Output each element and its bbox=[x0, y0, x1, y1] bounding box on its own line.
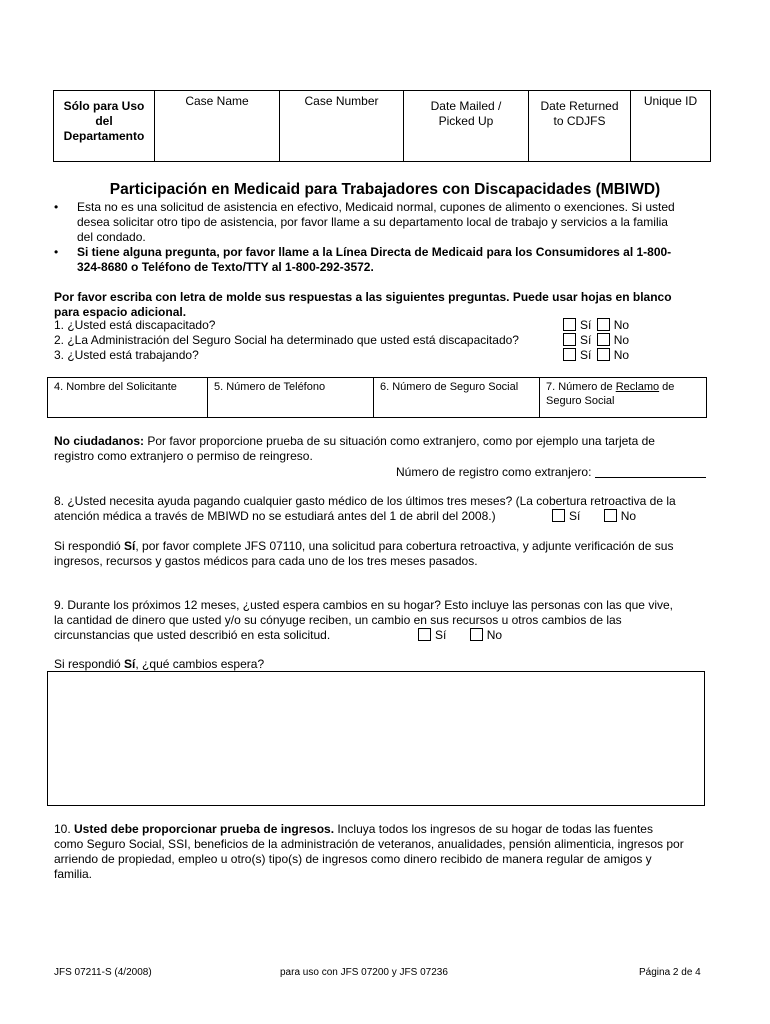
question-10-text: familia. bbox=[54, 867, 93, 881]
bullet-2-line: 324-8680 o Teléfono de Texto/TTY al 1-800-292-3572. bbox=[77, 260, 374, 274]
question-9-line: la cantidad de dinero que usted y/o su cónyuge reciben, un cambio en sus recursos u otros cambios de las bbox=[54, 613, 622, 627]
no-label: No bbox=[613, 348, 630, 362]
q8-followup-bold: Sí bbox=[124, 539, 136, 553]
ssn-label: 6. Número de Seguro Social bbox=[380, 381, 519, 393]
q3-options bbox=[563, 348, 629, 363]
dept-label-line: Sólo para Uso bbox=[63, 99, 145, 113]
question-10-text: como Seguro Social, SSI, beneficios de la administración de veteranos, anualidades, pensión alimenticia, ingresos por bbox=[54, 837, 684, 851]
unique-id-label: Unique ID bbox=[643, 94, 698, 108]
footer-usage: para uso con JFS 07200 y JFS 07236 bbox=[280, 967, 448, 978]
yes-label: Sí bbox=[580, 348, 592, 362]
dept-use-label bbox=[54, 91, 155, 161]
date-mailed-label: Date Mailed / bbox=[430, 99, 502, 113]
footer-page-number: Página 2 de 4 bbox=[639, 967, 701, 978]
applicant-name-field[interactable] bbox=[48, 378, 208, 417]
no-label: No bbox=[620, 509, 637, 523]
q8-followup-text: ingresos, recursos y gastos médicos para cada uno de los tres meses pasados. bbox=[54, 554, 478, 568]
alien-registration-input[interactable] bbox=[595, 465, 706, 478]
question-10-text: Incluya todos los ingresos de su hogar de todas las fuentes bbox=[334, 822, 653, 836]
non-citizens-text: Por favor proporcione prueba de su situación como extranjero, como por ejemplo una tarjeta de bbox=[144, 434, 655, 448]
unique-id-cell[interactable] bbox=[631, 91, 710, 161]
claim-number-label: Seguro Social bbox=[546, 395, 615, 407]
q3-no-checkbox[interactable] bbox=[597, 348, 610, 361]
bullet-dot: • bbox=[54, 200, 59, 214]
case-name-label: Case Name bbox=[185, 94, 249, 108]
bullet-1-line: del condado. bbox=[77, 230, 146, 244]
q9-yes-checkbox[interactable] bbox=[418, 628, 431, 641]
bullet-2 bbox=[54, 245, 717, 275]
date-returned-label: Date Returned bbox=[540, 99, 619, 113]
question-10-bold: Usted debe proporcionar prueba de ingresos. bbox=[74, 822, 335, 836]
question-9 bbox=[54, 598, 724, 643]
q2-options bbox=[563, 333, 629, 348]
q1-options bbox=[563, 318, 629, 333]
bullet-1 bbox=[54, 200, 717, 245]
q8-no-checkbox[interactable] bbox=[604, 509, 617, 522]
q8-followup-text: , por favor complete JFS 07110, una solicitud para cobertura retroactiva, y adjunte verificación de sus bbox=[135, 539, 674, 553]
date-returned-label: to CDJFS bbox=[553, 114, 606, 128]
q9-followup-bold: Sí bbox=[124, 657, 136, 671]
q8-options bbox=[552, 509, 636, 524]
question-10-text: arriendo de propiedad, empleo u otro(s) tipo(s) de ingresos como dinero recibido de manera regular de amigos y bbox=[54, 852, 652, 866]
no-label: No bbox=[613, 318, 630, 332]
q9-followup-text: , ¿qué cambios espera? bbox=[135, 657, 265, 671]
applicant-fields-table bbox=[47, 377, 707, 418]
ssn-field[interactable] bbox=[374, 378, 540, 417]
date-mailed-label: Picked Up bbox=[438, 114, 494, 128]
bullet-1-line: Esta no es una solicitud de asistencia en efectivo, Medicaid normal, cupones de alimento o exenciones. Si usted bbox=[77, 200, 675, 214]
question-9-line: 9. Durante los próximos 12 meses, ¿usted espera cambios en su hogar? Esto incluye las personas con las que vive, bbox=[54, 598, 673, 612]
q8-followup bbox=[54, 539, 724, 569]
q9-no-checkbox[interactable] bbox=[470, 628, 483, 641]
yes-label: Sí bbox=[580, 318, 592, 332]
no-label: No bbox=[613, 333, 630, 347]
bullet-2-line: Si tiene alguna pregunta, por favor llame a la Línea Directa de Medicaid para los Consumidores al 1-800- bbox=[77, 245, 672, 259]
applicant-name-label: 4. Nombre del Solicitante bbox=[54, 381, 177, 393]
non-citizens-label: No ciudadanos: bbox=[54, 434, 145, 448]
question-1: 1. ¿Usted está discapacitado? bbox=[54, 318, 216, 332]
instructions-line: Por favor escriba con letra de molde sus respuestas a las siguientes preguntas. Puede usar hojas en blanco bbox=[54, 290, 672, 304]
question-10 bbox=[54, 822, 734, 882]
bullet-dot: • bbox=[54, 245, 59, 259]
question-2: 2. ¿La Administración del Seguro Social ha determinado que usted está discapacitado? bbox=[54, 333, 519, 347]
q9-followup-text: Si respondió bbox=[54, 657, 125, 671]
instructions bbox=[54, 290, 714, 320]
phone-number-field[interactable] bbox=[208, 378, 374, 417]
date-mailed-cell[interactable] bbox=[404, 91, 529, 161]
question-3: 3. ¿Usted está trabajando? bbox=[54, 348, 199, 362]
non-citizens-section bbox=[54, 434, 724, 464]
alien-registration-row bbox=[396, 465, 706, 480]
question-8-line: atención médica a través de MBIWD no se estudiará antes del 1 de abril del 2008.) bbox=[54, 509, 496, 523]
office-use-table bbox=[53, 90, 711, 162]
footer-form-id: JFS 07211-S (4/2008) bbox=[54, 967, 152, 978]
phone-number-label: 5. Número de Teléfono bbox=[214, 381, 326, 393]
question-10-number: 10. bbox=[54, 822, 75, 836]
date-returned-cell[interactable] bbox=[529, 91, 631, 161]
q9-options bbox=[418, 628, 502, 643]
no-label: No bbox=[486, 628, 503, 642]
page-title: Participación en Medicaid para Trabajadores con Discapacidades (MBIWD) bbox=[109, 181, 661, 198]
instructions-line: para espacio adicional. bbox=[54, 305, 187, 319]
dept-label-line: Departamento bbox=[63, 129, 145, 143]
yes-label: Sí bbox=[580, 333, 592, 347]
claim-number-label: de bbox=[659, 381, 675, 393]
q2-yes-checkbox[interactable] bbox=[563, 333, 576, 346]
case-number-label: Case Number bbox=[304, 94, 379, 108]
q1-no-checkbox[interactable] bbox=[597, 318, 610, 331]
q2-no-checkbox[interactable] bbox=[597, 333, 610, 346]
claim-number-label: 7. Número de bbox=[546, 381, 616, 393]
non-citizens-text: registro como extranjero o permiso de reingreso. bbox=[54, 449, 313, 463]
question-9-line: circunstancias que usted describió en esta solicitud. bbox=[54, 628, 331, 642]
q3-yes-checkbox[interactable] bbox=[563, 348, 576, 361]
bullet-1-line: desea solicitar otro tipo de asistencia, por favor llame a su departamento local de trabajo y servicios a la familia bbox=[77, 215, 668, 229]
case-number-cell[interactable] bbox=[280, 91, 404, 161]
q1-yes-checkbox[interactable] bbox=[563, 318, 576, 331]
expected-changes-textarea[interactable] bbox=[47, 671, 705, 806]
q8-yes-checkbox[interactable] bbox=[552, 509, 565, 522]
alien-registration-label: Número de registro como extranjero: bbox=[396, 465, 592, 479]
claim-number-label-underlined: Reclamo bbox=[615, 381, 660, 393]
yes-label: Sí bbox=[435, 628, 447, 642]
q8-followup-text: Si respondió bbox=[54, 539, 125, 553]
q9-followup bbox=[54, 657, 264, 672]
dept-label-line: del bbox=[95, 114, 113, 128]
claim-number-field[interactable] bbox=[540, 378, 706, 417]
yes-label: Sí bbox=[569, 509, 581, 523]
question-8-line: 8. ¿Usted necesita ayuda pagando cualquier gasto médico de los últimos tres meses? (La cobertura retroactiva de la bbox=[54, 494, 676, 508]
case-name-cell[interactable] bbox=[155, 91, 280, 161]
